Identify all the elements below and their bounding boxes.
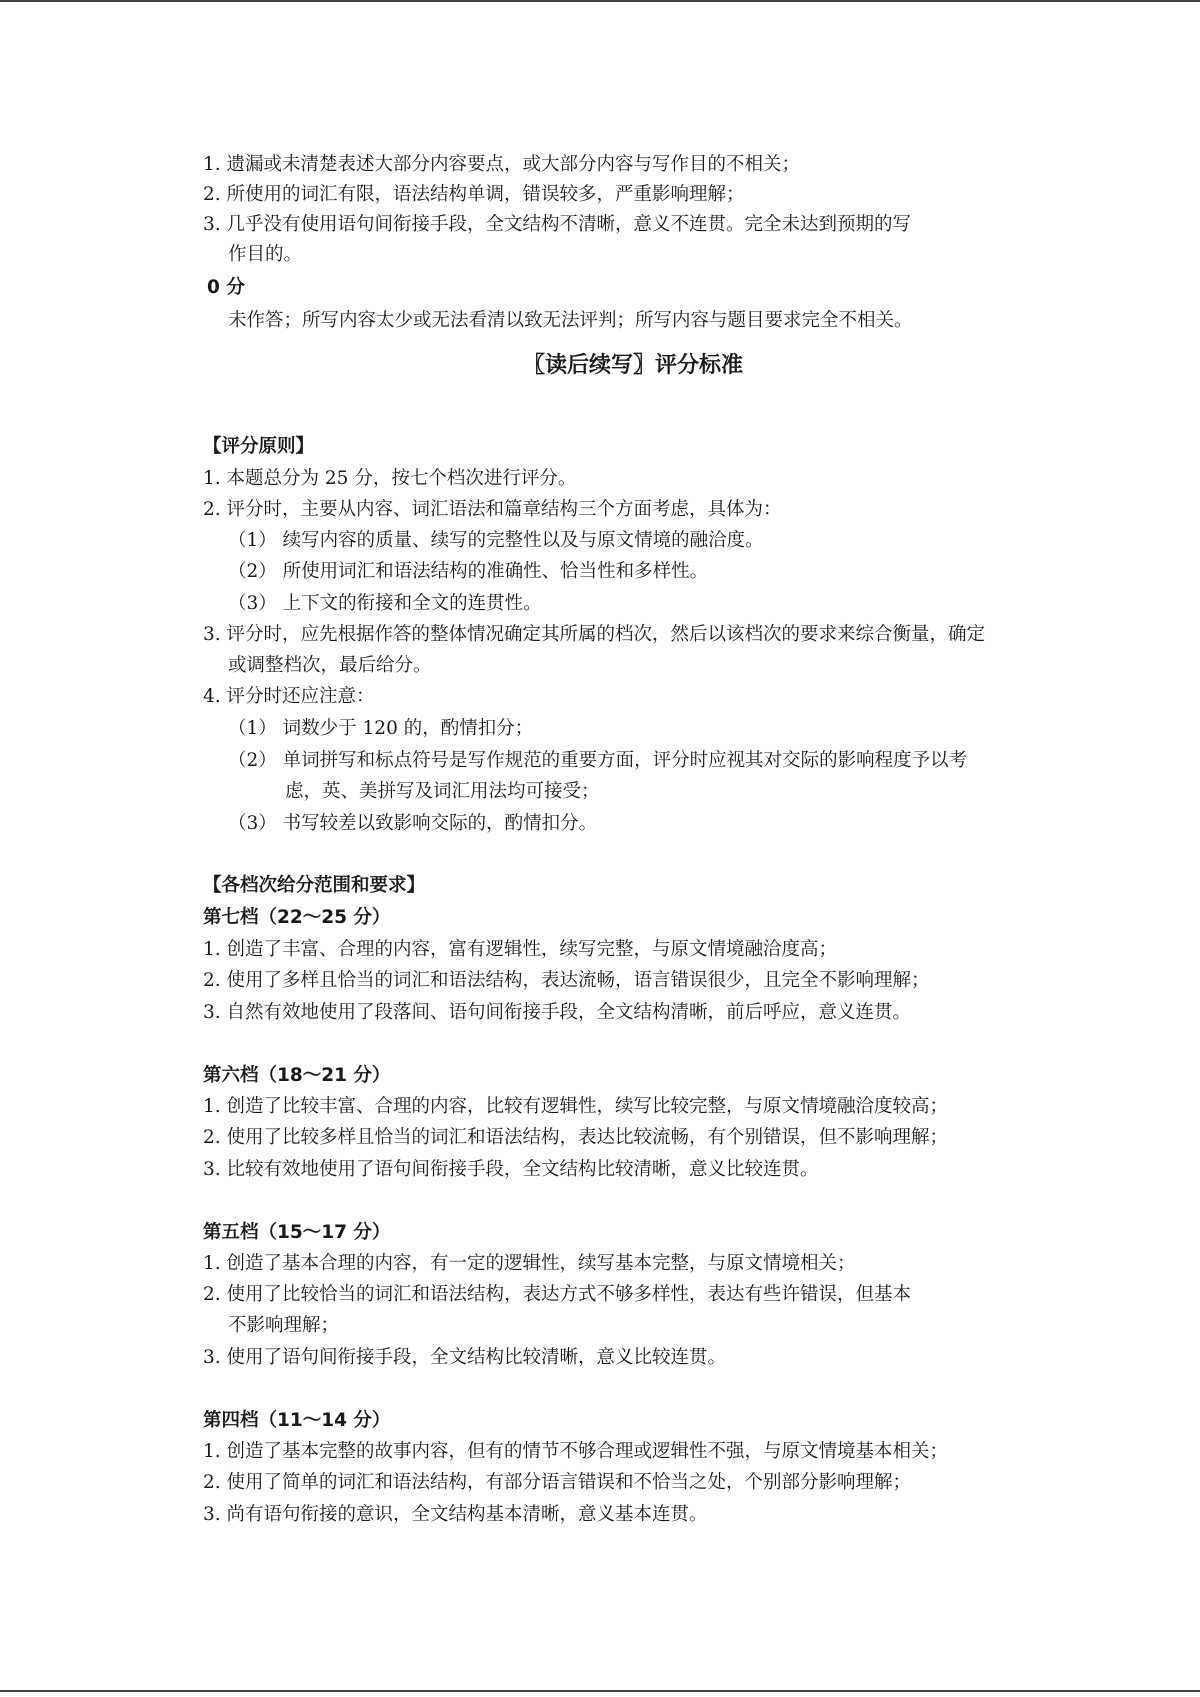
level-heading: 第四档（11～14 分） bbox=[203, 1410, 391, 1431]
level-heading: 第六档（18～21 分） bbox=[203, 1065, 391, 1086]
level-heading: 第七档（22～25 分） bbox=[203, 907, 391, 928]
levels-heading: 【各档次给分范围和要求】 bbox=[203, 875, 426, 896]
principle-line: （3） 书写较差以致影响交际的，酌情扣分。 bbox=[228, 813, 598, 834]
level-line: 1. 创造了丰富、合理的内容，富有逻辑性，续写完整，与原文情境融洽度高； bbox=[203, 939, 838, 960]
top-list-line-3-cont: 作目的。 bbox=[228, 244, 303, 265]
principle-line: （1） 词数少于 120 的，酌情扣分； bbox=[228, 718, 534, 739]
principle-line: 3. 评分时，应先根据作答的整体情况确定其所属的档次，然后以该档次的要求来综合衡量，确定 bbox=[203, 624, 986, 645]
level-line: 1. 创造了基本合理的内容，有一定的逻辑性，续写基本完整，与原文情境相关； bbox=[203, 1253, 856, 1274]
principle-line: （2） 所使用词汇和语法结构的准确性、恰当性和多样性。 bbox=[228, 561, 709, 582]
page-title: 〖读后续写〗评分标准 bbox=[523, 353, 744, 378]
principle-line: 虑，英、美拼写及词汇用法均可接受； bbox=[285, 781, 600, 802]
zero-score-text: 未作答；所写内容太少或无法看清以致无法评判；所写内容与题目要求完全不相关。 bbox=[228, 310, 913, 331]
level-line: 2. 使用了比较恰当的词汇和语法结构，表达方式不够多样性，表达有些许错误，但基本 bbox=[203, 1284, 912, 1305]
principle-line: 或调整档次，最后给分。 bbox=[228, 655, 432, 676]
level-line: 2. 使用了简单的词汇和语法结构，有部分语言错误和不恰当之处，个别部分影响理解； bbox=[203, 1472, 912, 1493]
level-line: 3. 尚有语句衔接的意识，全文结构基本清晰，意义基本连贯。 bbox=[203, 1504, 708, 1525]
level-line: 3. 比较有效地使用了语句间衔接手段，全文结构比较清晰，意义比较连贯。 bbox=[203, 1159, 819, 1180]
scan-bottom-edge bbox=[0, 1690, 1200, 1692]
principle-line: 1. 本题总分为 25 分，按七个档次进行评分。 bbox=[203, 468, 577, 489]
principles-heading: 【评分原则】 bbox=[203, 436, 315, 457]
principle-line: （3） 上下文的衔接和全文的连贯性。 bbox=[228, 593, 542, 614]
top-list-line-1: 1. 遗漏或未清楚表述大部分内容要点，或大部分内容与写作目的不相关； bbox=[203, 154, 801, 175]
top-list-line-3: 3. 几乎没有使用语句间衔接手段，全文结构不清晰，意义不连贯。完全未达到预期的写 bbox=[203, 214, 912, 235]
level-line: 1. 创造了基本完整的故事内容，但有的情节不够合理或逻辑性不强，与原文情境基本相关； bbox=[203, 1441, 949, 1462]
level-line: 3. 使用了语句间衔接手段，全文结构比较清晰，意义比较连贯。 bbox=[203, 1347, 727, 1368]
level-line: 3. 自然有效地使用了段落间、语句间衔接手段，全文结构清晰，前后呼应，意义连贯。 bbox=[203, 1002, 912, 1023]
level-heading: 第五档（15～17 分） bbox=[203, 1222, 391, 1243]
level-line: 不影响理解； bbox=[228, 1315, 340, 1336]
principle-line: （2） 单词拼写和标点符号是写作规范的重要方面，评分时应视其对交际的影响程度予以考 bbox=[228, 750, 968, 771]
zero-score-heading: 0 分 bbox=[207, 277, 245, 298]
principle-line: 2. 评分时，主要从内容、词汇语法和篇章结构三个方面考虑，具体为： bbox=[203, 499, 782, 520]
level-line: 1. 创造了比较丰富、合理的内容，比较有逻辑性，续写比较完整，与原文情境融洽度较高； bbox=[203, 1096, 949, 1117]
level-line: 2. 使用了多样且恰当的词汇和语法结构，表达流畅，语言错误很少，且完全不影响理解； bbox=[203, 970, 930, 991]
level-line: 2. 使用了比较多样且恰当的词汇和语法结构，表达比较流畅，有个别错误，但不影响理解； bbox=[203, 1127, 949, 1148]
top-list-line-2: 2. 所使用的词汇有限，语法结构单调，错误较多，严重影响理解； bbox=[203, 184, 745, 205]
principle-line: （1） 续写内容的质量、续写的完整性以及与原文情境的融洽度。 bbox=[228, 530, 764, 551]
principle-line: 4. 评分时还应注意： bbox=[203, 686, 375, 707]
